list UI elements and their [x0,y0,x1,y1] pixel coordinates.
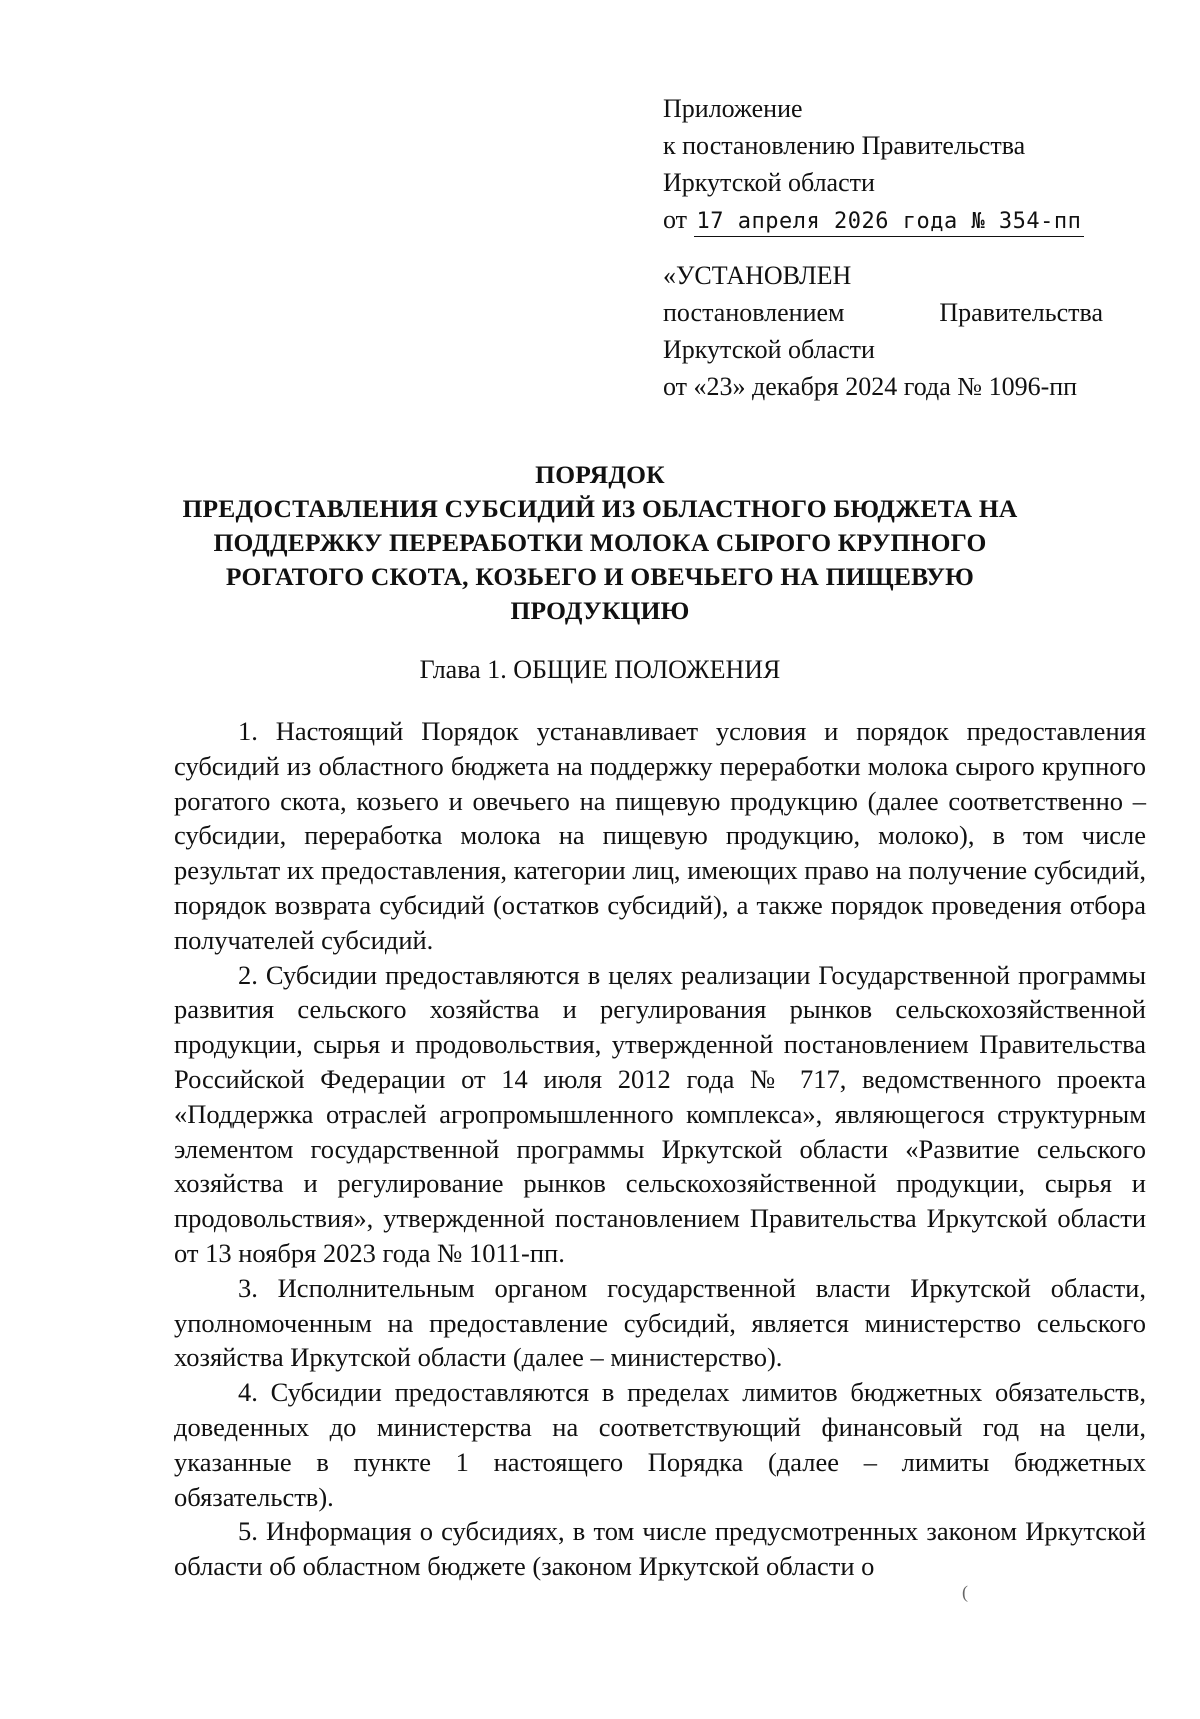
paragraph-1: 1. Настоящий Порядок устанавливает условия и порядок предоставления субсидий из областного бюджета на поддержку переработки молока сырого крупного рогатого скота, козьего и овечьего на пищевую продукцию (далее соответственно – субсидии, переработка молока на пищевую продукцию, молоко), в том числе результат их предоставления, категории лиц, имеющих право на получение субсидий, порядок возврата субсидий (остатков субсидий), а также порядок проведения отбора получателей субсидий. [174,716,1146,955]
title-line-4: РОГАТОГО СКОТА, КОЗЬЕГО И ОВЕЧЬЕГО НА ПИЩЕВУЮ [225,562,975,591]
paragraph-4: 4. Субсидии предоставляются в пределах лимитов бюджетных обязательств, доведенных до министерства на соответствующий финансовый год на цели, указанные в пункте 1 настоящего Порядка (далее – лимиты бюджетных обязательств). [174,1377,1146,1512]
title-line-1: ПОРЯДОК [535,460,665,489]
title-line-5: ПРОДУКЦИЮ [510,596,690,625]
paragraph-3: 3. Исполнительным органом государственной власти Иркутской области, уполномоченным на предоставление субсидий, является министерство сельского хозяйства Иркутской области (далее – министерство). [174,1272,1146,1373]
chapter-heading: Глава 1. ОБЩИЕ ПОЛОЖЕНИЯ [419,655,781,684]
approved-line-2-right: Правительства [939,298,1103,327]
appendix-date-value: 17 апреля 2026 года № 354-пп [694,208,1085,237]
document-title [170,458,1030,628]
paragraph-5: 5. Информация о субсидиях, в том числе предусмотренных законом Иркутской области об областном бюджете (законом Иркутской области о [174,1516,1146,1582]
appendix-header [663,90,1103,238]
approved-line-2-left: постановлением [663,298,845,327]
appendix-line-3: Иркутской области [663,168,875,197]
document-body [174,714,1146,1584]
appendix-date-line [663,201,1103,238]
approved-line-2 [663,294,1103,331]
title-line-3: ПОДДЕРЖКУ ПЕРЕРАБОТКИ МОЛОКА СЫРОГО КРУПНОГО [213,528,987,557]
approved-stamp-block [663,257,1103,405]
approved-line-1: «УСТАНОВЛЕН [663,261,852,290]
approved-line-4: от «23» декабря 2024 года № 1096-пп [663,372,1078,401]
appendix-line-1: Приложение [663,94,803,123]
appendix-line-2: к постановлению Правительства [663,131,1026,160]
title-line-2: ПРЕДОСТАВЛЕНИЯ СУБСИДИЙ ИЗ ОБЛАСТНОГО БЮДЖЕТА НА [182,494,1018,523]
approved-line-3: Иркутской области [663,335,875,364]
appendix-date-prefix: от [663,205,688,234]
paragraph-2: 2. Субсидии предоставляются в целях реализации Государственной программы развития сельского хозяйства и регулирования рынков сельскохозяйственной продукции, сырья и продовольствия, утвержденной постановлением Правительства Российской Федерации от 14 июля 2012 года № 717, ведомственного проекта «Поддержка отраслей агропромышленного комплекса», являющегося структурным элементом государственной программы Иркутской области «Развитие сельского хозяйства и регулирование рынков сельскохозяйственной продукции, сырья и продовольствия», утвержденной постановлением Правительства Иркутской области от 13 ноября 2023 года № 1011-пп. [174,959,1146,1268]
margin-mark: ( [962,1582,968,1602]
